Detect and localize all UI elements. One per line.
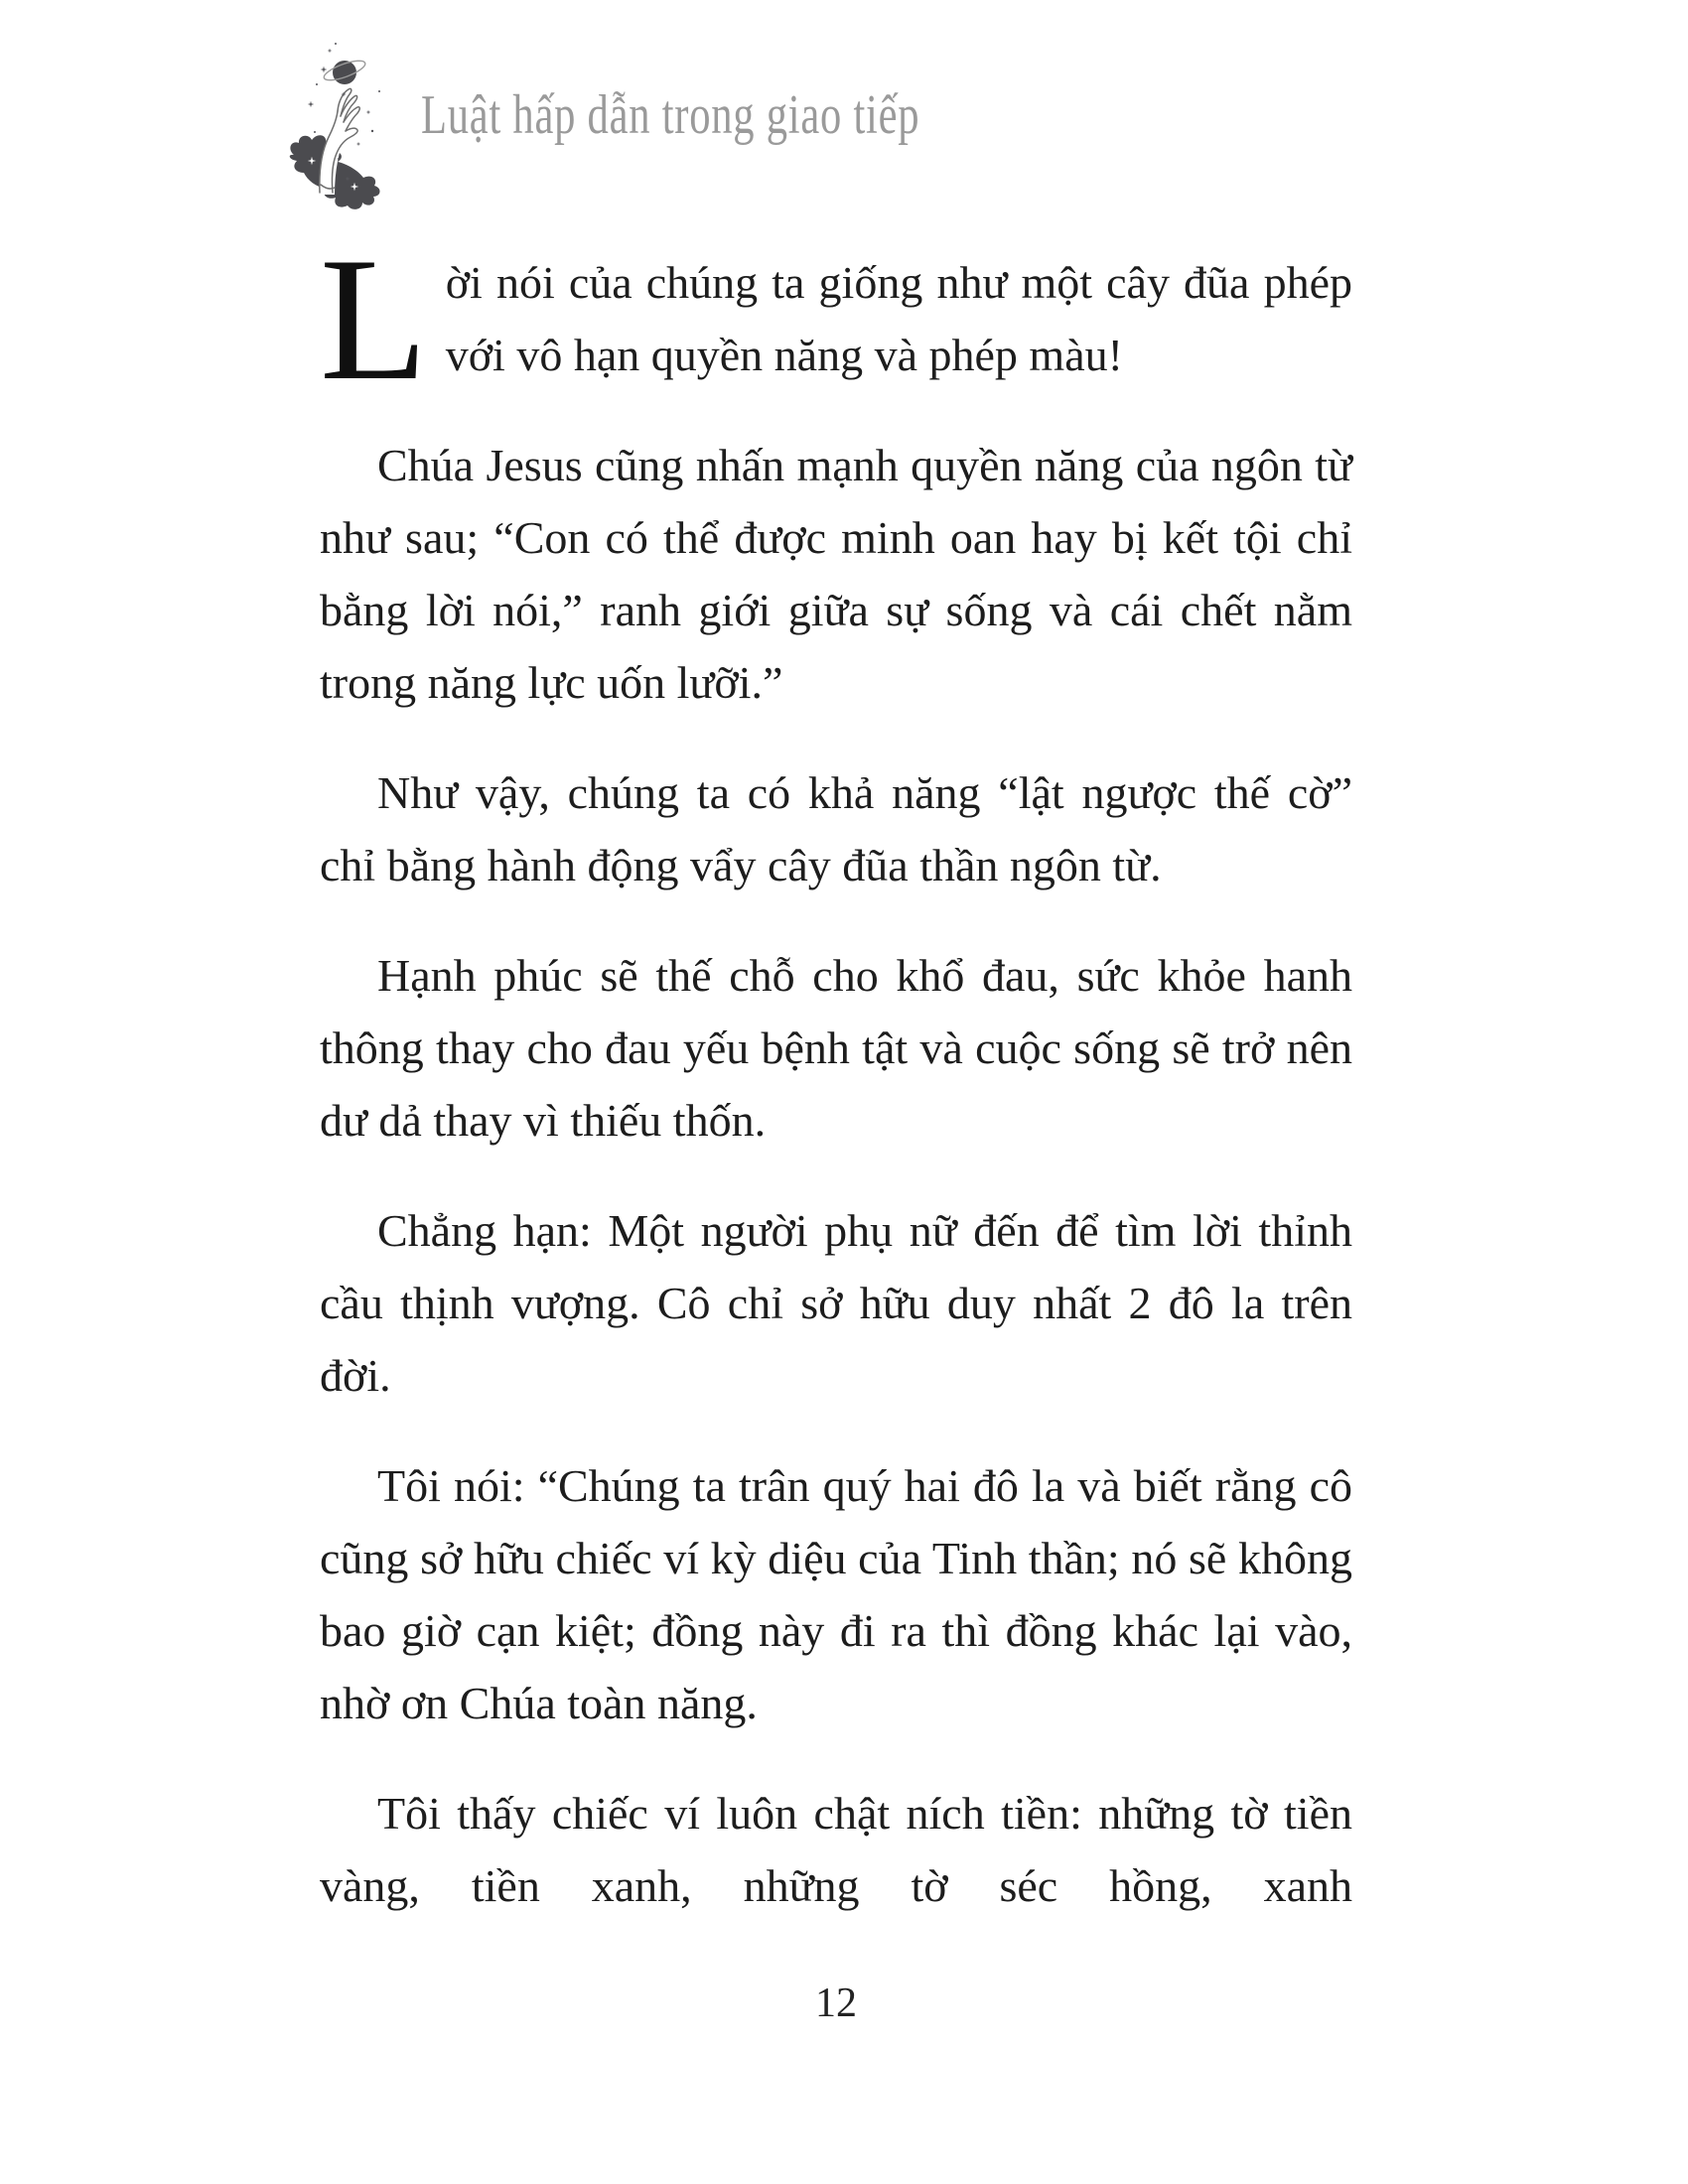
page-body — [320, 220, 1352, 2027]
paragraph-2: Chúa Jesus cũng nhấn mạnh quyền năng của ngôn từ như sau; “Con có thể được minh oan hay bị kết tội chỉ bằng lời nói,” ranh giới giữa sự sống và cái chết nằm trong năng lực uốn lưỡi.” — [320, 440, 1352, 708]
paragraph-3: Như vậy, chúng ta có khả năng “lật ngược thế cờ” chỉ bằng hành động vẩy cây đũa thần ngôn từ. — [320, 767, 1352, 890]
paragraph-6: Tôi nói: “Chúng ta trân quý hai đô la và biết rằng cô cũng sở hữu chiếc ví kỳ diệu của Tinh thần; nó sẽ không bao giờ cạn kiệt; đồng này đi ra thì đồng khác lại vào, nhờ ơn Chúa toàn năng. — [320, 1460, 1352, 1728]
saturn-planet-icon — [322, 57, 367, 84]
paragraph-5: Chẳng hạn: Một người phụ nữ đến để tìm lời thỉnh cầu thịnh vượng. Cô chỉ sở hữu duy nhất 2 đô la trên đời. — [320, 1205, 1352, 1401]
paragraph-7: Tôi thấy chiếc ví luôn chật ních tiền: những tờ tiền vàng, tiền xanh, những tờ séc hồng, xanh — [320, 1788, 1352, 1911]
paragraph-4: Hạnh phúc sẽ thế chỗ cho khổ đau, sức khỏe hanh thông thay cho đau yếu bệnh tật và cuộc sống sẽ trở nên dư dả thay vì thiếu thốn. — [320, 950, 1352, 1146]
paragraph-1 — [320, 220, 1352, 417]
paragraph-1-text: ời nói của chúng ta giống như một cây đũa phép với vô hạn quyền năng và phép màu! — [445, 257, 1352, 380]
hand-planet-logo — [284, 40, 389, 222]
page-number: 12 — [815, 1980, 857, 2026]
book-title: Luật hấp dẫn trong giao tiếp — [421, 84, 920, 146]
drop-cap: L — [320, 220, 428, 417]
